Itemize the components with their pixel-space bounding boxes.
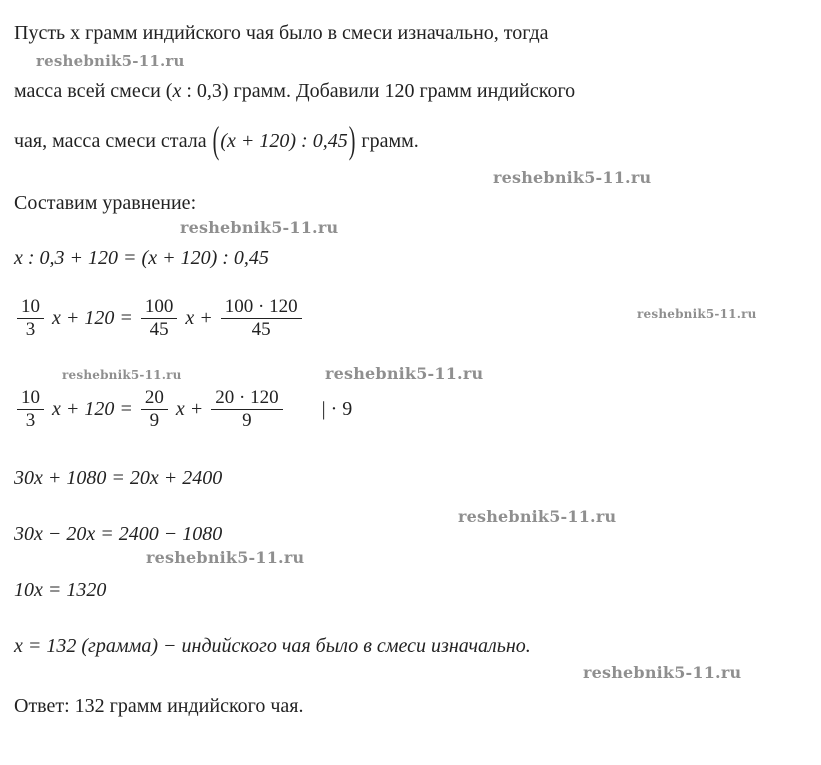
line-1-text: Пусть x грамм индийского чая было в смеси изначально, тогда — [14, 22, 549, 44]
equation-2-term-2: x + — [175, 398, 204, 421]
line-2-variable: x — [172, 80, 182, 102]
fraction-numerator: 20 — [144, 387, 164, 408]
watermark-8: reshebnik5-11.ru — [146, 548, 305, 567]
line-4-text: Составим уравнение: — [14, 192, 197, 214]
equation-2 — [14, 388, 352, 433]
fraction-10-3 — [17, 296, 44, 341]
line-2-suffix: : 0,3) грамм. Добавили 120 грамм индийского — [181, 80, 576, 102]
solution-line-2 — [14, 78, 575, 104]
fraction-100x120-45 — [221, 296, 302, 341]
line-9-equation: 30x − 20x = 2400 − 1080 — [14, 523, 223, 545]
fraction-denominator: 45 — [141, 318, 178, 341]
watermark-3: reshebnik5-11.ru — [180, 218, 339, 237]
solution-line-3 — [14, 120, 419, 162]
fraction-20-9 — [141, 387, 168, 432]
watermark-4: reshebnik5-11.ru — [637, 307, 757, 321]
line-10-equation: 10x = 1320 — [14, 579, 107, 601]
fraction-numerator: 100 · 120 — [224, 296, 298, 317]
solution-line-8 — [14, 465, 222, 491]
solution-line-11 — [14, 633, 531, 659]
watermark-7: reshebnik5-11.ru — [458, 507, 617, 526]
fraction-denominator: 9 — [211, 409, 282, 432]
watermark-9: reshebnik5-11.ru — [583, 663, 742, 682]
fraction-denominator: 3 — [17, 318, 44, 341]
line-3-inner: (x + 120) : 0,45 — [220, 130, 348, 152]
watermark-6: reshebnik5-11.ru — [62, 368, 182, 382]
fraction-10-3 — [17, 387, 44, 432]
line-11-text: x = 132 (грамма) − индийского чая было в смеси изначально. — [14, 635, 531, 657]
fraction-denominator: 9 — [141, 409, 168, 432]
line-5-equation: x : 0,3 + 120 = (x + 120) : 0,45 — [14, 247, 269, 269]
fraction-denominator: 3 — [17, 409, 44, 432]
fraction-100-45 — [141, 296, 178, 341]
line-2-prefix: масса всей смеси ( — [14, 80, 173, 102]
watermark-2: reshebnik5-11.ru — [493, 168, 652, 187]
solution-line-1 — [14, 20, 549, 46]
fraction-numerator: 10 — [21, 387, 40, 408]
line-3-suffix: грамм. — [356, 130, 419, 152]
answer-line — [14, 693, 303, 719]
line-3-close-paren: ) — [348, 120, 356, 162]
solution-line-4 — [14, 190, 196, 216]
equation-2-term-1: x + 120 = — [52, 398, 133, 421]
equation-1-term-1: x + 120 = — [52, 307, 133, 330]
fraction-20x120-9 — [211, 387, 282, 432]
fraction-numerator: 20 · 120 — [215, 387, 279, 408]
watermark-1: reshebnik5-11.ru — [36, 52, 185, 70]
line-8-equation: 30x + 1080 = 20x + 2400 — [14, 467, 223, 489]
answer-text: Ответ: 132 грамм индийского чая. — [14, 695, 304, 717]
equation-1-term-2: x + — [185, 307, 213, 330]
equation-2-multiplier: | · 9 — [321, 398, 353, 421]
solution-line-9 — [14, 521, 222, 547]
fraction-numerator: 10 — [21, 296, 40, 317]
watermark-5: reshebnik5-11.ru — [325, 364, 484, 383]
solution-line-10 — [14, 577, 106, 603]
line-3-open-paren: ( — [212, 120, 220, 162]
line-3-prefix: чая, масса смеси стала — [14, 130, 212, 152]
equation-1 — [14, 297, 305, 342]
solution-line-5 — [14, 245, 269, 271]
fraction-denominator: 45 — [221, 318, 302, 341]
fraction-numerator: 100 — [144, 296, 174, 317]
